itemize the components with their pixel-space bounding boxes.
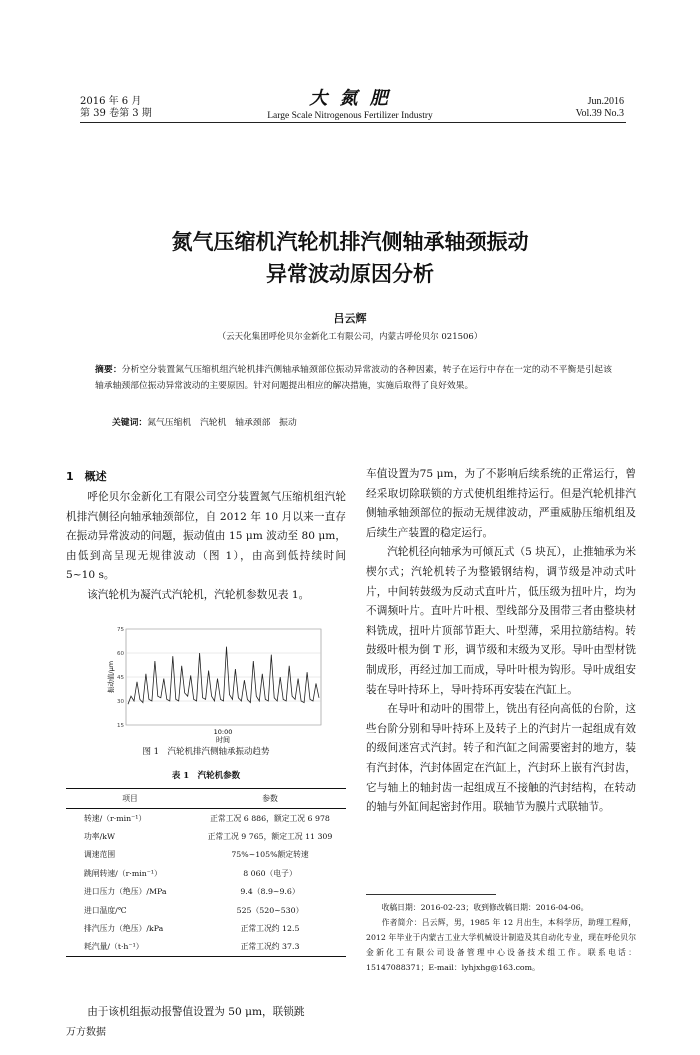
- table-cell-item: 进口温度/℃: [84, 905, 127, 915]
- table-header-item: 项目: [66, 789, 194, 809]
- table-header-row: [66, 789, 346, 809]
- issue-date-right: [576, 96, 624, 120]
- chart-y-tick-label: 30: [117, 699, 124, 705]
- table-row: [66, 901, 346, 919]
- table-cell-value: 8 060（电子）: [243, 868, 297, 878]
- table-row: [66, 883, 346, 901]
- figure-caption: 图 1 汽轮机排汽侧轴承振动趋势: [142, 747, 270, 757]
- table-row: [66, 919, 346, 937]
- chart-y-tick-label: 60: [117, 651, 124, 657]
- issue-month: 2016 年 6 月: [80, 96, 142, 107]
- page-footer-watermark: 万方数据: [66, 1027, 106, 1038]
- turbine-parameter-table: [66, 788, 346, 957]
- table-cell-value: 正常工况 9 765，额定工况 11 309: [207, 832, 333, 842]
- chart-x-tick-label: 10:00: [213, 728, 233, 736]
- left-column-text: [66, 488, 346, 606]
- footnote: [366, 900, 636, 975]
- footnote-received: 收稿日期：2016-02-23；收到修改稿日期：2016-04-06。: [381, 903, 589, 912]
- paragraph-bearing-structure: 汽轮机径向轴承为可倾瓦式（5 块瓦），止推轴承为米楔尔式；汽轮机转子为整锻钢结构，调节级是冲动式叶片，中间转鼓级为反动式直叶片，低压级为扭叶片，均为不调频叶片。直叶片叶根、型线部分及围带三者由整块材料铣成，扭叶片顶部节距大、叶型薄，采用拉筋结构。转鼓级叶根为倒 T 形，调节级和末级为叉形。导叶由型材铣制成形，再经过加工而成，导叶叶根为钩形。导叶成组安装在导叶持环上，导叶持环再安装在汽缸上。: [366, 546, 636, 696]
- table-cell-item: 跳闸转速/（r·min⁻¹）: [84, 868, 162, 878]
- table-row: [66, 938, 346, 957]
- table-row: [66, 809, 346, 828]
- paragraph-intro: 呼伦贝尔金新化工有限公司空分装置氮气压缩机组汽轮机排汽侧径向轴承轴颈部位，自 2012 年 10 月以来一直存在振动异常波动的问题，振动值由 15 μm 波动至 80 μm，由低到高呈现无规律波动（图 1），由高到低持续时间 5~10 s。: [66, 491, 346, 582]
- chart-y-tick-label: 15: [117, 723, 124, 729]
- abstract-text: 分析空分装置氮气压缩机组汽轮机排汽侧轴承轴颈部位振动异常波动的各种因素，转子在运行中存在一定的动不平衡是引起该轴承轴颈部位振动异常波动的主要原因。针对问题提出相应的解决措施，实施后取得了良好效果。: [95, 365, 612, 391]
- chart-y-axis-label: 振动值/μm: [107, 660, 115, 694]
- table-cell-item: 排汽压力（绝压）/kPa: [84, 924, 164, 934]
- keywords: [112, 415, 297, 428]
- table-cell-item: 调速范围: [84, 850, 116, 860]
- header-rule: [80, 122, 626, 123]
- paragraph-alarm-setting: 由于该机组振动报警值设置为 50 μm，联锁跳: [87, 1006, 305, 1018]
- table-cell-value: 525（520~530）: [236, 905, 304, 915]
- keywords-text: 氮气压缩机 汽轮机 轴承颈部 振动: [147, 418, 297, 428]
- table-cell-item: 进口压力（绝压）/MPa: [84, 887, 167, 897]
- footnote-author-bio: 作者简介：吕云辉，男，1985 年 12 月出生，本科学历，助理工程师，2012 年毕业于内蒙古工业大学机械设计制造及其自动化专业，现在呼伦贝尔金新化工有限公司设备管理中心设备技术组工作。联系电话：15147088371；E-mail：lyhjxhg@163.com。: [366, 918, 636, 972]
- author-name: 吕云辉: [333, 312, 367, 325]
- table-cell-item: 转速/（r·min⁻¹）: [84, 813, 147, 823]
- table-cell-item: 功率/kW: [84, 832, 115, 842]
- issue-volume-en: Vol.39 No.3: [575, 108, 624, 119]
- table-header-value: 参数: [194, 789, 346, 809]
- journal-english-name: Large Scale Nitrogenous Fertilizer Industry: [267, 111, 433, 121]
- title-line-2: 异常波动原因分析: [266, 262, 434, 286]
- issue-volume: 第 39 卷第 3 期: [80, 108, 152, 119]
- footnote-rule: [366, 894, 496, 895]
- author-affiliation: （云天化集团呼伦贝尔金新化工有限公司，内蒙古呼伦贝尔 021506）: [217, 332, 483, 342]
- paper-title: [0, 226, 700, 290]
- title-line-1: 氮气压缩机汽轮机排汽侧轴承轴颈振动: [171, 230, 529, 254]
- section-heading-overview: 1 概述: [66, 470, 107, 483]
- chart-y-tick-label: 45: [117, 675, 124, 681]
- chart-gridlines: [126, 629, 321, 725]
- table-cell-value: 正常工况约 12.5: [240, 924, 300, 934]
- left-column-continued: [66, 1003, 346, 1023]
- vibration-trend-chart: [108, 625, 328, 745]
- table-row: [66, 864, 346, 882]
- table-cell-item: 耗汽量/（t·h⁻¹）: [66, 938, 194, 957]
- table-cell-value: 9.4（8.9~9.6）: [240, 887, 300, 897]
- chart-y-ticks: [117, 627, 124, 729]
- keywords-label: 关键词：: [112, 418, 148, 428]
- chart-y-tick-label: 75: [117, 627, 124, 633]
- chart-x-axis-label: 时间: [216, 736, 230, 744]
- table-caption: 表 1 汽轮机参数: [171, 771, 241, 781]
- table-row: [66, 827, 346, 845]
- chart-series-line: [128, 647, 319, 705]
- table-cell-value: 75%~105%额定转速: [231, 850, 309, 860]
- right-column-text: [366, 465, 636, 818]
- abstract-label: 摘要：: [95, 365, 122, 375]
- paragraph-trip-setting: 车值设置为75 μm，为了不影响后续系统的正常运行，曾经采取切除联锁的方式使机组维持运行。但是汽轮机排汽侧轴承轴颈部位的振动无规律波动，严重威胁压缩机组及后续生产装置的稳定运行。: [366, 468, 636, 539]
- paragraph-turbine-type: 该汽轮机为凝汽式汽轮机，汽轮机参数见表 1。: [87, 588, 310, 601]
- table-cell-value: 正常工况 6 886，额定工况 6 978: [210, 813, 330, 823]
- table-row: [66, 846, 346, 864]
- paragraph-seal-structure: 在导叶和动叶的围带上，铣出有径向高低的台阶，这些台阶分别和导叶持环上及转子上的汽封片一起组成有效的级间迷宫式汽封。转子和汽缸之间需要密封的地方，装有汽封体，汽封体固定在汽缸上，汽封环上嵌有汽封齿，它与轴上的轴封齿一起组成互不接触的汽封结构，在转动的轴与外缸间起密封作用。联轴节为膜片式联轴节。: [366, 703, 636, 814]
- issue-month-en: Jun.2016: [587, 96, 624, 107]
- abstract: [95, 362, 612, 394]
- journal-logo: 大 氮 肥: [309, 88, 391, 109]
- table-cell-value: 正常工况约 37.3: [194, 938, 346, 957]
